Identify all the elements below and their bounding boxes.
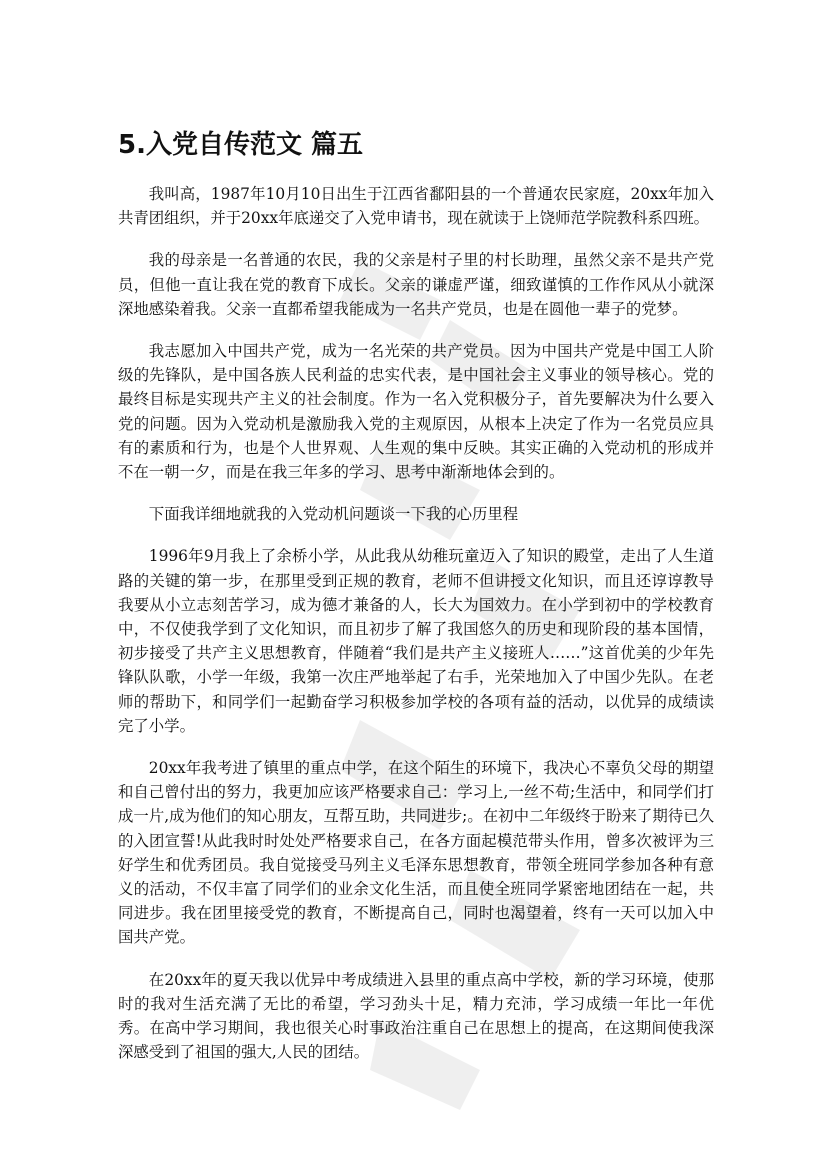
paragraph-transition: 下面我详细地就我的入党动机问题谈一下我的心历里程	[148, 505, 519, 524]
paragraph-motivation: 我志愿加入中国共产党，成为一名光荣的共产党员。因为中国共产党是中国工人阶级的先锋队，是中国各族人民利益的忠实代表，是中国社会主义事业的领导核心。党的最终目标是实现共产主义的社会制度。作为一名入党积极分子，首先要解决为什么要入党的问题。因为入党动机是激励我入党的主观原因，从根本上决定了作为一名党员应具有的素质和行为，也是个人世界观、人生观的集中反映。其实正确的入党动机的形成并不在一朝一夕，而是在我三年多的学习、思考中渐渐地体会到的。	[118, 342, 714, 482]
document-body	[118, 128, 714, 1083]
paragraph-high-school: 在20xx年的夏天我以优异中考成绩进入县里的重点高中学校，新的学习环境，使那时的我对生活充满了无比的希望，学习劲头十足，精力充沛，学习成绩一年比一年优秀。在高中学习期间，我也很关心时事政治注重自己在思想上的提高，在这期间使我深深感受到了祖国的强大,人民的团结。	[118, 970, 714, 1062]
paragraph-intro: 我叫高，1987年10月10日出生于江西省鄱阳县的一个普通农民家庭，20xx年加入共青团组织，并于20xx年底递交了入党申请书，现在就读于上饶师范学院教科系四班。	[118, 185, 714, 228]
paragraph-family: 我的母亲是一名普通的农民，我的父亲是村子里的村长助理，虽然父亲不是共产党员，但他一直让我在党的教育下成长。父亲的谦虚严谨，细致谨慎的工作作风从小就深深地感染着我。父亲一直都希望我能成为一名共产党员，也是在圆他一辈子的党梦。	[118, 251, 714, 318]
document-title: 5.入党自传范文 篇五	[118, 130, 364, 160]
paragraph-middle-school: 20xx年我考进了镇里的重点中学，在这个陌生的环境下，我决心不辜负父母的期望和自己曾付出的努力，我更加应该严格要求自己：学习上,一丝不苟;生活中，和同学们打成一片,成为他们的知心朋友，互帮互助，共同进步;。在初中二年级终于盼来了期待已久的入团宣誓!从此我时时处处严格要求自己，在各方面起模范带头作用，曾多次被评为三好学生和优秀团员。我自觉接受马列主义毛泽东思想教育，带领全班同学参加各种有意义的活动，不仅丰富了同学们的业余文化生活，而且使全班同学紧密地团结在一起，共同进步。我在团里接受党的教育，不断提高自己，同时也渴望着，终有一天可以加入中国共产党。	[118, 759, 715, 947]
paragraph-primary-school: 1996年9月我上了余桥小学，从此我从幼稚玩童迈入了知识的殿堂，走出了人生道路的关键的第一步，在那里受到正规的教育，老师不但讲授文化知识，而且还谆谆教导我要从小立志刻苦学习，成为德才兼备的人，长大为国效力。在小学到初中的学校教育中，不仅使我学到了文化知识，而且初步了解了我国悠久的历史和现阶段的基本国情，初步接受了共产主义思想教育，伴随着“我们是共产主义接班人……”这首优美的少年先锋队队歌，小学一年级，我第一次庄严地举起了右手，光荣地加入了中国少先队。在老师的帮助下，和同学们一起勤奋学习积极参加学校的各项有益的活动，以优异的成绩读完了小学。	[118, 547, 714, 735]
